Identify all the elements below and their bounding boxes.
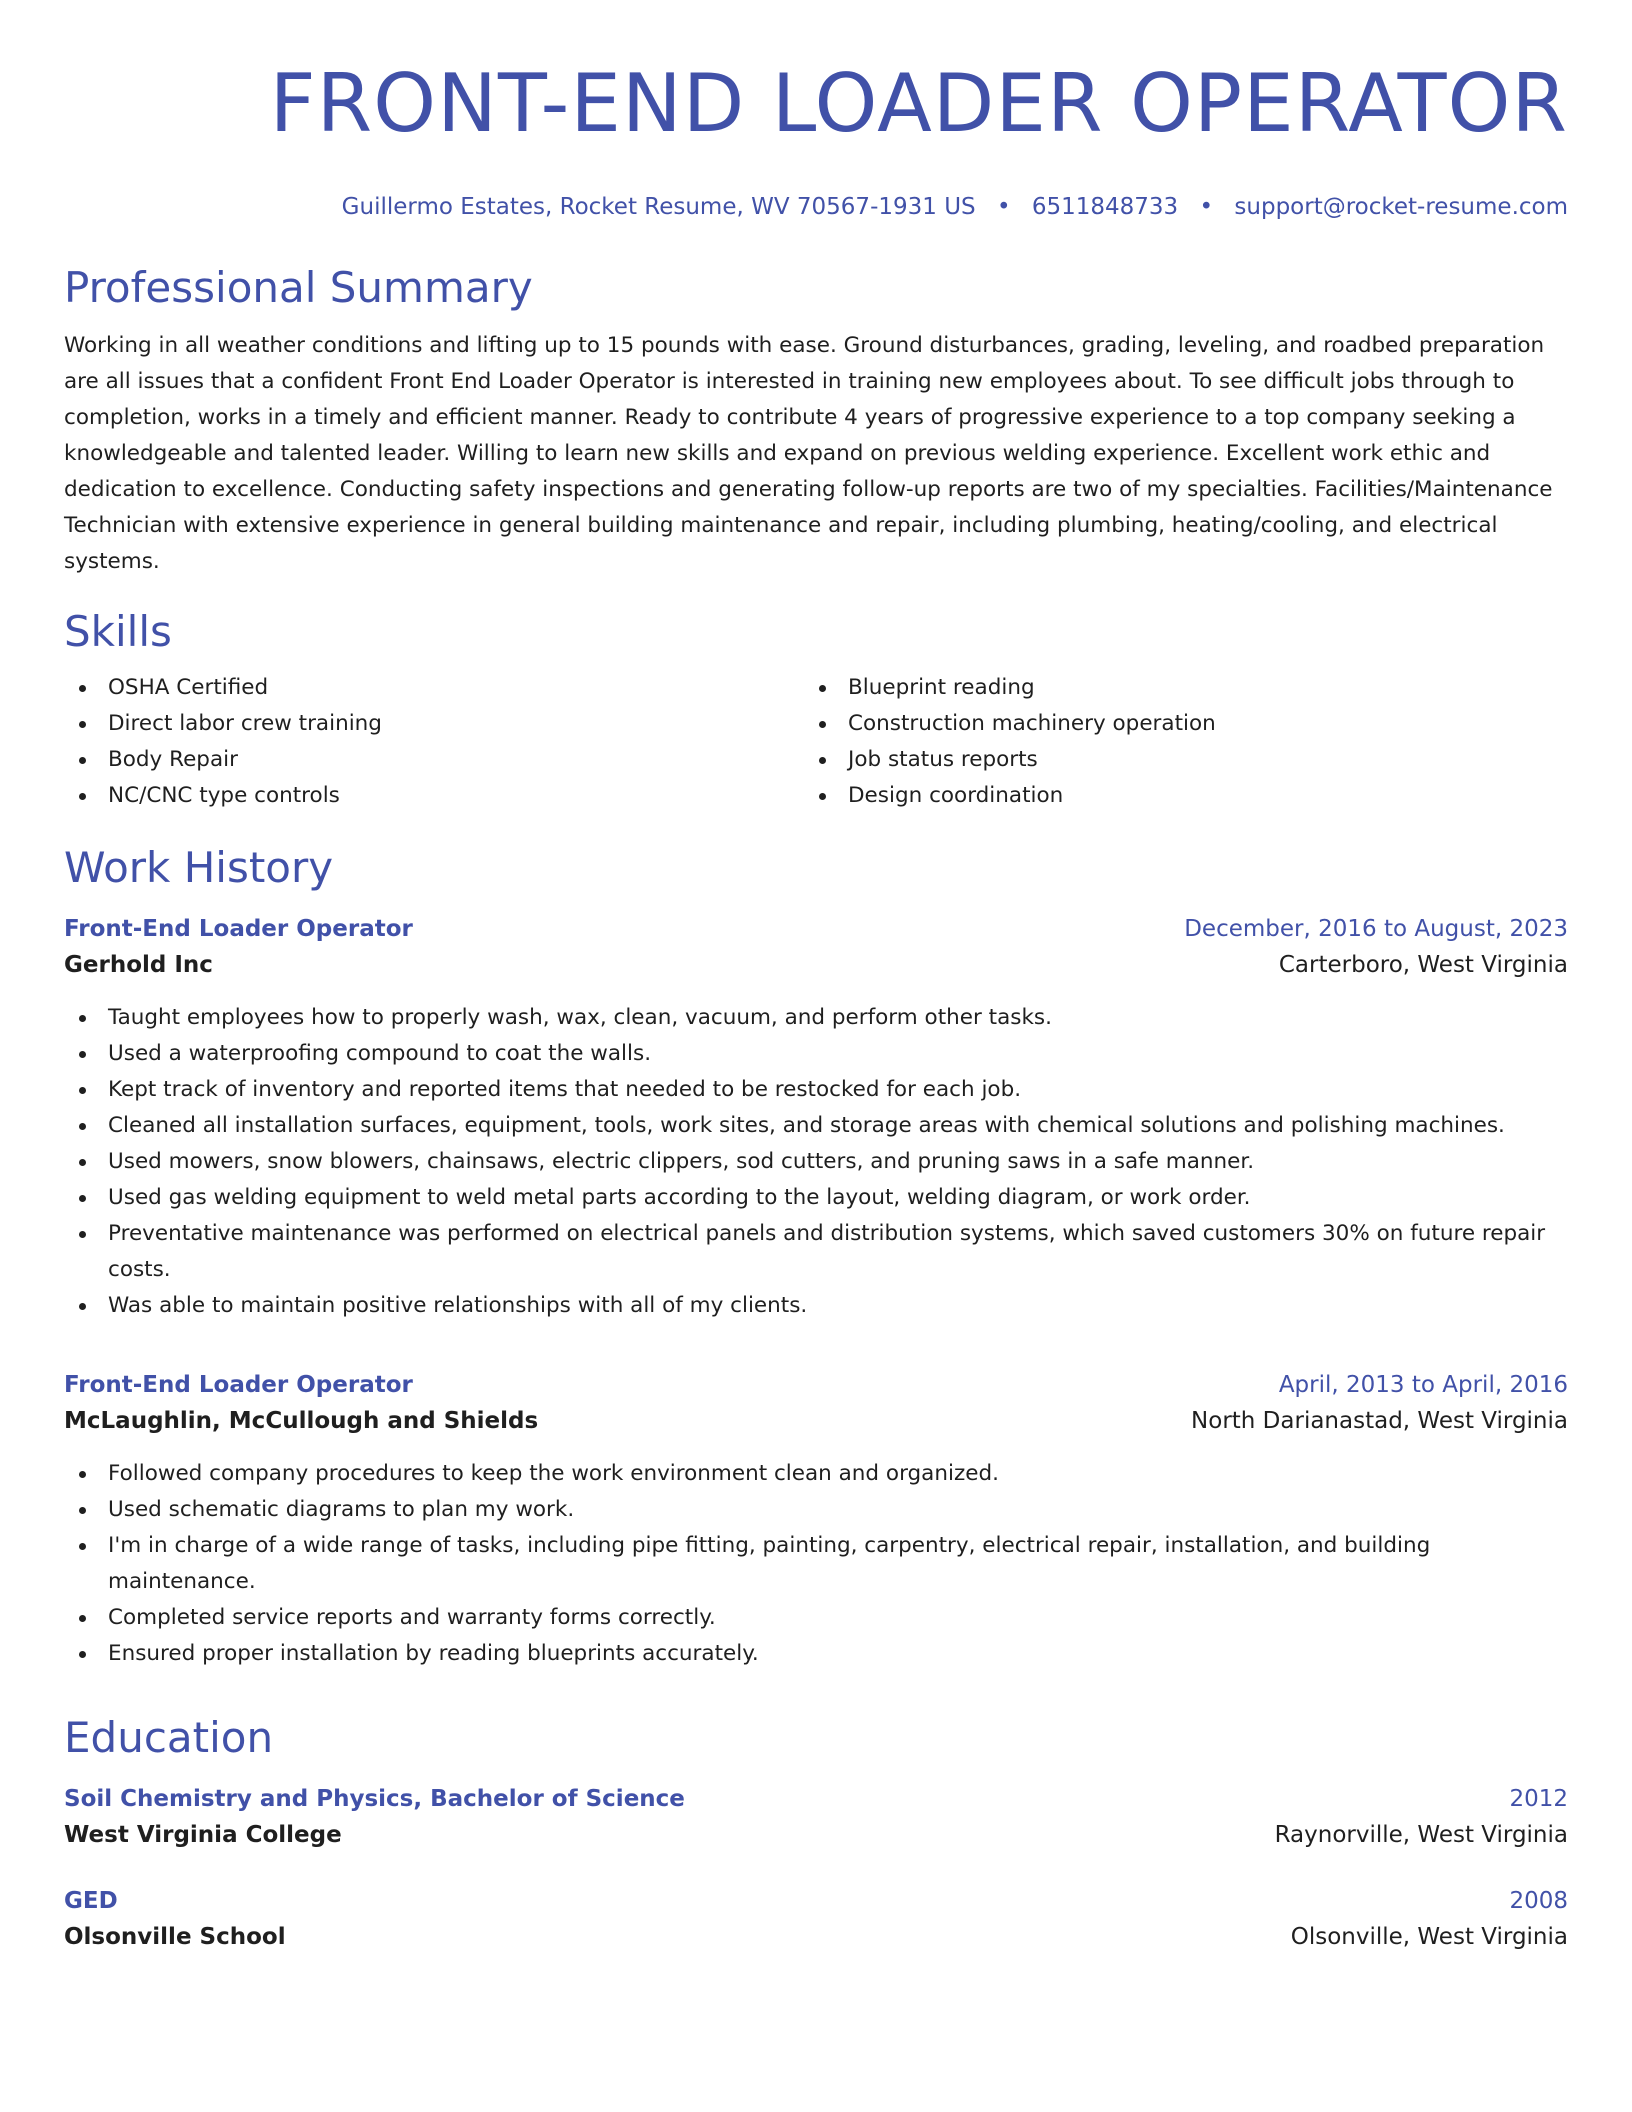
- job-bullet: Preventative maintenance was performed on electrical panels and distribution systems, which saved customers 30% on future repair costs.: [64, 1216, 1568, 1288]
- contact-separator: •: [996, 194, 1011, 220]
- education-location: Raynorville, West Virginia: [1274, 1822, 1568, 1848]
- summary-text: Working in all weather conditions and lifting up to 15 pounds with ease. Ground disturbances, grading, leveling, and roadbed preparation are all issues that a confident Front End Loader Operator is interested in training new employees about. To see difficult jobs through to completion, works in a timely and efficient manner. Ready to contribute 4 years of progressive experience to a top company seeking a knowledgeable and talented leader. Willing to learn new skills and expand on previous welding experience. Excellent work ethic and dedication to excellence. Conducting safety inspections and generating follow-up reports are two of my specialties. Facilities/Maintenance Technician with extensive experience in general building maintenance and repair, including plumbing, heating/cooling, and electrical systems.: [64, 333, 1553, 574]
- skill-item: Blueprint reading: [804, 670, 1544, 706]
- job-org-row: [64, 1402, 1568, 1440]
- resume-title: FRONT-END LOADER OPERATOR: [269, 57, 1568, 150]
- skill-item: Design coordination: [804, 778, 1544, 814]
- education-year: 2008: [1509, 1888, 1568, 1914]
- education-location: Olsonville, West Virginia: [1290, 1924, 1568, 1950]
- job-entry: [64, 1368, 1568, 1672]
- job-bullet: Used mowers, snow blowers, chainsaws, electric clippers, sod cutters, and pruning saws in a safe manner.: [64, 1144, 1568, 1180]
- work-history-heading: Work History: [64, 843, 334, 892]
- job-bullet: Completed service reports and warranty forms correctly.: [64, 1600, 1568, 1636]
- skill-item: Direct labor crew training: [64, 706, 804, 742]
- education-school-row: [64, 1816, 1568, 1854]
- contact-email: support@rocket-resume.com: [1234, 194, 1568, 220]
- skill-item: NC/CNC type controls: [64, 778, 804, 814]
- education-header-row: [64, 1782, 1568, 1816]
- job-company: McLaughlin, McCullough and Shields: [64, 1408, 539, 1434]
- skill-item: Construction machinery operation: [804, 706, 1544, 742]
- education-school: West Virginia College: [64, 1822, 342, 1848]
- job-bullets: [64, 1000, 1568, 1324]
- job-dates: December, 2016 to August, 2023: [1184, 916, 1568, 942]
- job-bullet: Was able to maintain positive relationships with all of my clients.: [64, 1288, 1568, 1324]
- job-company: Gerhold Inc: [64, 952, 213, 978]
- education-header-row: [64, 1884, 1568, 1918]
- skill-item: Body Repair: [64, 742, 804, 778]
- education-school-row: [64, 1918, 1568, 1956]
- education-school: Olsonville School: [64, 1924, 286, 1950]
- job-bullet: Used gas welding equipment to weld metal parts according to the layout, welding diagram, or work order.: [64, 1180, 1568, 1216]
- job-bullet: Followed company procedures to keep the work environment clean and organized.: [64, 1456, 1568, 1492]
- skills-column-right: [804, 670, 1544, 814]
- job-bullet: Used a waterproofing compound to coat the walls.: [64, 1036, 1568, 1072]
- job-bullet: I'm in charge of a wide range of tasks, including pipe fitting, painting, carpentry, electrical repair, installation, and building maintenance.: [64, 1528, 1568, 1600]
- contact-address: Guillermo Estates, Rocket Resume, WV 70567-1931 US: [341, 194, 976, 220]
- education-year: 2012: [1509, 1786, 1568, 1812]
- skills-column-left: [64, 670, 804, 814]
- job-bullet: Used schematic diagrams to plan my work.: [64, 1492, 1568, 1528]
- skills-heading: Skills: [64, 607, 172, 656]
- job-title: Front-End Loader Operator: [64, 1372, 413, 1398]
- job-title: Front-End Loader Operator: [64, 916, 413, 942]
- job-bullet: Cleaned all installation surfaces, equipment, tools, work sites, and storage areas with chemical solutions and polishing machines.: [64, 1108, 1568, 1144]
- skill-item: OSHA Certified: [64, 670, 804, 706]
- job-org-row: [64, 946, 1568, 984]
- education-entry: [64, 1782, 1568, 1854]
- education-heading: Education: [64, 1713, 274, 1762]
- skills-grid: [64, 670, 1568, 814]
- education-entry: [64, 1884, 1568, 1956]
- job-header-row: [64, 912, 1568, 946]
- job-bullet: Ensured proper installation by reading blueprints accurately.: [64, 1636, 1568, 1672]
- education-degree: GED: [64, 1888, 118, 1914]
- job-entry: [64, 912, 1568, 1324]
- contact-separator: •: [1199, 194, 1214, 220]
- education-degree: Soil Chemistry and Physics, Bachelor of Science: [64, 1786, 685, 1812]
- contact-phone: 6511848733: [1031, 194, 1179, 220]
- job-location: North Darianastad, West Virginia: [1191, 1408, 1568, 1434]
- job-bullet: Kept track of inventory and reported items that needed to be restocked for each job.: [64, 1072, 1568, 1108]
- job-location: Carterboro, West Virginia: [1278, 952, 1568, 978]
- job-bullets: [64, 1456, 1568, 1672]
- job-bullet: Taught employees how to properly wash, wax, clean, vacuum, and perform other tasks.: [64, 1000, 1568, 1036]
- job-dates: April, 2013 to April, 2016: [1278, 1372, 1568, 1398]
- contact-line: [64, 192, 1568, 222]
- skill-item: Job status reports: [804, 742, 1544, 778]
- summary-heading: Professional Summary: [64, 263, 533, 312]
- job-header-row: [64, 1368, 1568, 1402]
